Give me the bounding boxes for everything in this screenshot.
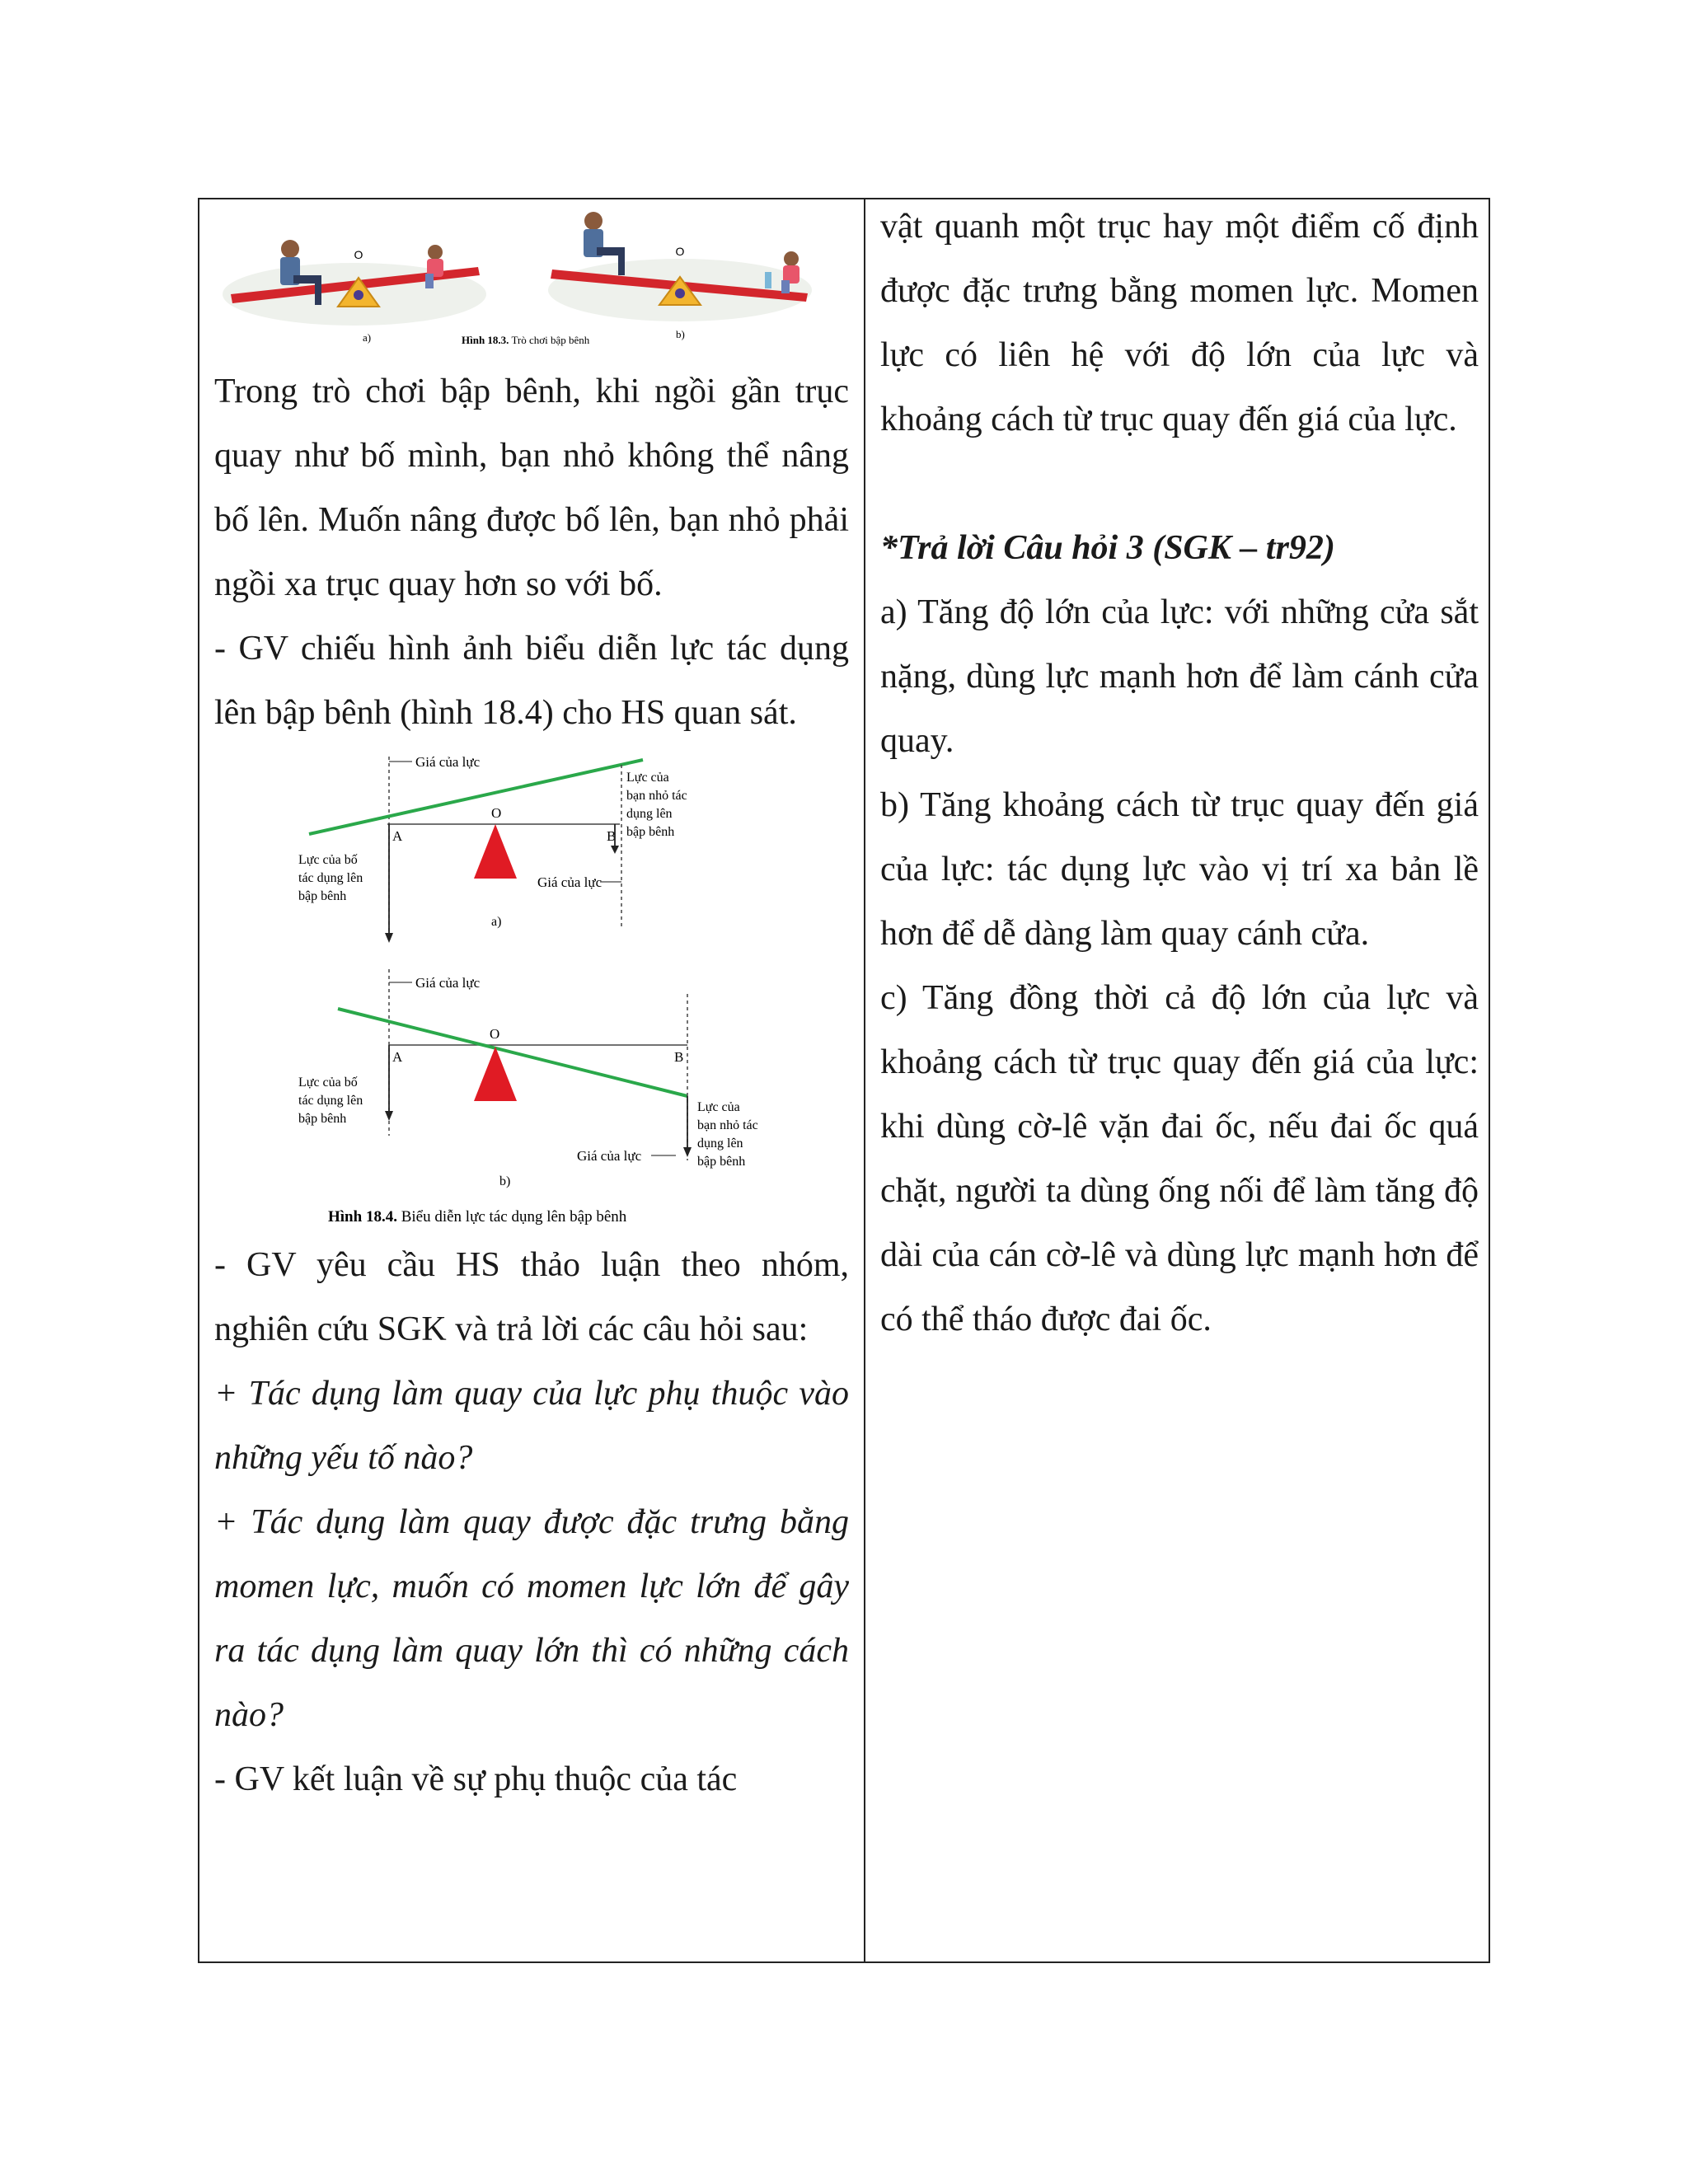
svg-text:b): b) — [499, 1174, 511, 1188]
left-column — [214, 199, 849, 1961]
paragraph-seesaw-explanation: Trong trò chơi bập bênh, khi ngồi gần trục quay như bố mình, bạn nhỏ không thể nâng bố lên. Muốn nâng được bố lên, bạn nhỏ phải ngồi xa trục quay hơn so với bố. — [214, 373, 849, 603]
question-factors: + Tác dụng làm quay của lực phụ thuộc vào những yếu tố nào? — [214, 1375, 849, 1477]
column-divider — [864, 199, 865, 1961]
spacer — [880, 452, 1479, 516]
svg-text:a): a) — [491, 915, 502, 929]
svg-text:bạn nhỏ tác: bạn nhỏ tác — [697, 1118, 758, 1132]
svg-text:A: A — [392, 828, 403, 844]
svg-text:Lực của: Lực của — [697, 1100, 740, 1114]
content-table — [198, 198, 1490, 1963]
svg-text:bập bênh: bập bênh — [298, 889, 347, 903]
answer-heading: *Trả lời Câu hỏi 3 (SGK – tr92) — [880, 529, 1335, 567]
svg-text:A: A — [392, 1049, 403, 1065]
svg-text:Lực của bố: Lực của bố — [298, 1076, 358, 1090]
right-column — [880, 199, 1479, 1961]
pivot-label-a: O — [354, 248, 363, 261]
force-diagram-a — [298, 754, 687, 943]
seesaw-illustration — [214, 208, 849, 356]
svg-text:tác dụng lên: tác dụng lên — [298, 1094, 363, 1108]
svg-text:O: O — [491, 805, 502, 821]
figure-label-b: b) — [676, 328, 685, 340]
figure-caption-18-4: Hình 18.4. Biểu diễn lực tác dụng lên bập bênh — [328, 1208, 627, 1226]
figure-label-a: a) — [363, 331, 372, 344]
force-diagram — [214, 748, 849, 1268]
answer-b: b) Tăng khoảng cách từ trục quay đến giá của lực: tác dụng lực vào vị trí xa bản lề hơn để dễ dàng làm quay cánh cửa. — [880, 786, 1479, 953]
svg-text:Lực của bố: Lực của bố — [298, 853, 358, 867]
figure-caption-18-3: Hình 18.3. Trò chơi bập bênh — [462, 334, 590, 346]
force-diagram-b — [298, 969, 758, 1188]
svg-text:Lực của: Lực của — [626, 771, 669, 785]
svg-text:O: O — [490, 1026, 500, 1042]
svg-text:dụng lên: dụng lên — [626, 807, 673, 821]
svg-text:Giá của lực: Giá của lực — [577, 1148, 642, 1164]
svg-text:bập bênh: bập bênh — [298, 1112, 347, 1126]
paragraph-conclusion: - GV kết luận về sự phụ thuộc của tác — [214, 1760, 738, 1798]
question-methods: + Tác dụng làm quay được đặc trưng bằng momen lực, muốn có momen lực lớn để gây ra tác dụng làm quay lớn thì có những cách nào? — [214, 1503, 849, 1734]
svg-text:bập bênh: bập bênh — [697, 1155, 746, 1169]
svg-text:dụng lên: dụng lên — [697, 1137, 743, 1151]
svg-text:Giá của lực: Giá của lực — [415, 975, 481, 991]
svg-text:B: B — [674, 1049, 684, 1065]
svg-text:Giá của lực: Giá của lực — [537, 874, 603, 890]
answer-a: a) Tăng độ lớn của lực: với những cửa sắt nặng, dùng lực mạnh hơn để làm cánh cửa quay. — [880, 593, 1479, 760]
paragraph-gv-projects: - GV chiếu hình ảnh biểu diễn lực tác dụng lên bập bênh (hình 18.4) cho HS quan sát. — [214, 630, 849, 732]
paragraph-group-discussion: - GV yêu cầu HS thảo luận theo nhóm, nghiên cứu SGK và trả lời các câu hỏi sau: — [214, 1246, 849, 1348]
figure-18-3 — [214, 208, 849, 356]
paragraph-moment-definition: vật quanh một trục hay một điểm cố định được đặc trưng bằng momen lực. Momen lực có liên hệ với độ lớn của lực và khoảng cách từ trục quay đến giá của lực. — [880, 208, 1479, 438]
figure-18-4 — [214, 748, 849, 1268]
pivot-label-b: O — [675, 245, 685, 258]
svg-text:B: B — [607, 828, 617, 844]
svg-text:bập bênh: bập bênh — [626, 825, 675, 839]
svg-text:tác dụng lên: tác dụng lên — [298, 871, 363, 885]
svg-text:Giá của lực: Giá của lực — [415, 754, 481, 770]
svg-text:bạn nhỏ tác: bạn nhỏ tác — [626, 789, 687, 803]
answer-c: c) Tăng đồng thời cả độ lớn của lực và khoảng cách từ trục quay đến giá của lực: khi dùng cờ-lê vặn đai ốc, nếu đai ốc quá chặt, người ta dùng ống nối để làm tăng độ dài của cán cờ-lê và dùng lực mạnh hơn để có thể tháo được đai ốc. — [880, 979, 1479, 1338]
